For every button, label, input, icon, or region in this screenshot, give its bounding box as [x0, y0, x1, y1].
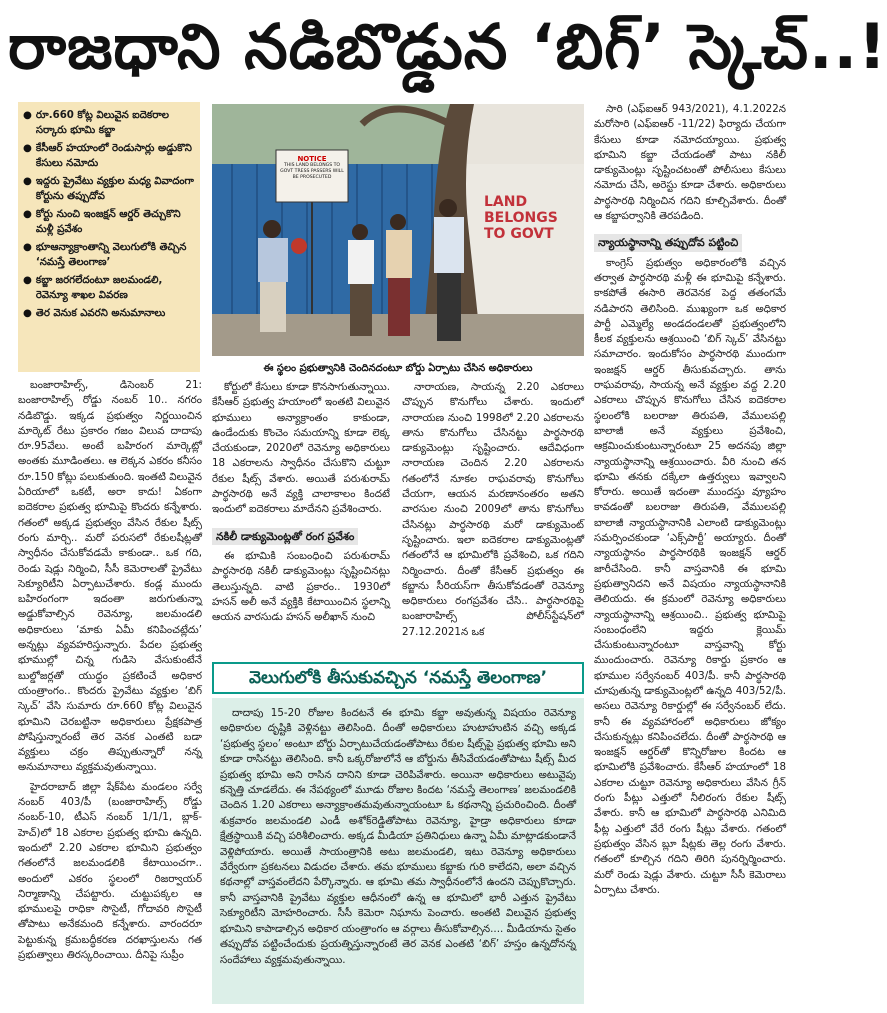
paragraph: కాంగ్రెస్‌ ప్రభుత్వం అధికారంలోకి వచ్చిన తర్వాత పార్థసారథి మళ్లీ ఈ భూమిపై కన్నేశారు. కాకపోతే ఈసారి తెరవెనక పెద్ద తతంగమే నడిపారని తెలిసింది. ముఖ్యంగా ఒక అధికార పార్టీ ఎమ్మెల్యే అండదండలతో ప్రభుత్వంలోని కీలక వ్యక్తులను ఆశ్రయించి ‘బిగ్‌ స్కెచ్‌’ వేసినట్టు సమాచారం. ఇందుకోసం పార్థసారథి ముందుగా ఇంజక్షన్‌ ఆర్డర్‌ తీసుకువచ్చారు. తాను రాఘవరావు, సాయన్న అనే వ్యక్తుల వద్ద 2.20 ఎకరాలు చొప్పున కొనుగోలు చేసిన ఐదెకరాల స్థలంలోకి బలరాజు తిరుపతి, వేములపల్లి బాలాజీ అనే వ్యక్తులు ప్రవేశించి, ఆక్రమించుకుంటున్నారంటూ 25 అదనపు జిల్లా న్యాయస్థానాన్ని ఆశ్రయించారు. వీరి నుంచి తన భూమి తనకు దక్కేలా ఉత్తర్వులు ఇవ్వాలని కోరారు. అయితే ఇదంతా ముందస్తు వ్యూహం కావడంతో బలరాజు తిరుపతి, వేములపల్లి బాలాజీ న్యాయస్థానానికి ఎలాంటి డాక్యుమెంట్లు సమర్పించకుండా ‘ఎక్స్‌పార్టీ’ అయ్యారు. దీంతో న్యాయస్థానం పార్థసారథికి ఇంజక్షన్‌ ఆర్డర్‌ జారీచేసింది. కానీ వాస్తవానికి ఈ భూమి ప్రభుత్వానిదని అనే విషయం న్యాయస్థానానికి తెలియదు. ఈ క్రమంలో రెవెన్యూ అధికారులు న్యాయస్థానాన్ని ఆశ్రయించి.. ప్రభుత్వ భూమిపై సంబంధంలేని ఇద్దరు క్లెయిమ్‌ చేసుకుంటున్నారంటూ వాస్తవాన్ని కోర్టు ముందుంచారు. రెవెన్యూ రికార్డు ప్రకారం ఆ భూముల సర్వేనంబర్‌ 403/పీ. కానీ పార్థసారథి చూపుతున్న డాక్యుమెంట్లలో ఉన్నది 403/52/పీ. అసలు రెవెన్యూ రికార్డుల్లో ఈ సర్వేనంబర్‌ లేదు. కానీ ఈ వ్యవహారంలో అధికారులు జోక్యం చేసుకున్నట్లు కనిపించలేదు. దీంతో పార్థసారథి ఆ ఇంజక్షన్‌ ఆర్డర్‌తో కొన్నిరోజుల కిందట ఆ భూమిలోకి ప్రవేశించారు. కేసీఆర్‌ హయాంలో 18 ఎకరాల చుట్టూ రెవెన్యూ అధికారులు వేసిన గ్రీన్‌ రంగు పీట్లు ఎత్తులో నీలిరంగు రేకుల షీట్స్‌ వేశారు. కానీ ఆ భూమిలో పార్థసారథి ఎనిమిది ఫీట్ల ఎత్తులో వేరే రంగు షీట్లు వేశారు. గతంలో ప్రభుత్వం వేసిన బ్లూ షీట్లకు తెల్ల రంగు వేశారు. గతంలో కూల్చిన గదిని తిరిగి పునర్నిర్మించారు. మరో రెండు షెడ్లు వేశారు. చుట్టూ సీసీ కెమెరాలు ఏర్పాటు చేశారు.: [594, 256, 786, 896]
article-column-1: [18, 378, 202, 1008]
highlight-item: ● తెర వెనుక ఎవరని అనుమానాలు: [23, 308, 166, 319]
highlight-item: ● రూ.660 కోట్ల విలువైన ఐదెకరాల సర్కారు భూమి కబ్జా: [23, 110, 169, 136]
bullet-icon: ●: [23, 275, 32, 286]
notice-text: THIS LAND BELONGS TO GOVT TRESS PASSERS WILL BE PROSECUTED: [280, 163, 344, 180]
boxed-story-body: [212, 698, 584, 1004]
bullet-icon: ●: [23, 176, 32, 187]
subheading: నకిలీ డాక్యుమెంట్లతో రంగ ప్రవేశం: [212, 528, 358, 545]
paragraph: సారి (ఎఫ్‌ఐఆర్‌ 943/2021), 4.1.2022న మరోసారి (ఎఫ్‌ఐఆర్‌ -11/22) ఫిర్యాదు చేయగా కేసులు కూడా నమోదయ్యాయి. ప్రభుత్వ భూమిని కబ్జా చేయడంతో పాటు నకిలీ డాక్యుమెంట్లు సృష్టించటంతో పోలీసులు కేసులు నమోదు చేసి, అరెస్టు కూడా చేశారు. అధికారులు పార్థసారథి నిర్మించిన గదిని కూల్చివేశారు. దీంతో ఆ కబ్జాపర్వానికి తెరపడింది.: [594, 103, 786, 223]
highlight-item: ● కోర్టు నుంచి ఇంజక్షన్ ఆర్డర్ తెచ్చుకొని మళ్లీ ప్రవేశం: [23, 209, 181, 235]
bullet-icon: ●: [23, 242, 32, 253]
bullet-icon: ●: [23, 209, 32, 220]
bullet-icon: ●: [23, 308, 32, 319]
bullet-icon: ●: [23, 110, 32, 121]
article-column-3: [402, 380, 584, 658]
paragraph: కోర్టులో కేసులు కూడా కొనసాగుతున్నాయి. కేసీఆర్‌ ప్రభుత్వ హయాంలో ఇంతటి విలువైన భూములు అన్యాక్రాంతం కాకుండా, ఉండేందుకు కొంచెం సమయాన్ని కూడా లెక్క చేయకుండా, 2020లో రెవెన్యూ అధికారులు 18 ఎకరాలను స్వాధీనం చేసుకొని చుట్టూ రేకుల షీట్స్‌ వేశారు. అయితే పరుశురామ్‌ పార్థసారథి అనే వ్యక్తి చాలాకాలం కిందటే ఇందులో ఐదెకరాలు మాదేనని ప్రవేశించారు.: [212, 381, 390, 516]
photo-caption: ఈ స్థలం ప్రభుత్వానికి చెందినదంటూ బోర్డు ఏర్పాటు చేసిన అధికారులు: [263, 363, 533, 374]
paragraph: ఈ భూమికి సంబంధించి పరుశురామ్‌ పార్థసారథి నకిలీ డాక్యుమెంట్లు సృష్టించినట్లు తెలుస్తున్నది. వాటి ప్రకారం.. 1930లో హసన్‌ అలీ అనే వ్యక్తికి కేటాయించిన స్థలాన్ని ఆయన వారసుడు హసన్‌ అలీఖాన్‌ నుంచి: [212, 549, 390, 624]
photo-illustration: [212, 104, 584, 356]
bullet-icon: ●: [23, 143, 32, 154]
paragraph: హైదరాబాద్‌ జిల్లా షేక్‌పేట మండలం సర్వే నంబర్‌ 403/పీ (బంజారాహిల్స్‌ రోడ్డు నంబర్‌-10, టీఎస్‌ నంబర్‌ 1/1/1, బ్లాక్‌-హెచ్‌)లో 18 ఎకరాల ప్రభుత్వ భూమి ఉన్నది. ఇందులో 2.20 ఎకరాల భూమిని ప్రభుత్వం గతంలోనే జలమండలికి కేటాయించగా.. అందులో ఎకరం స్థలంలో రిజర్వాయర్‌ నిర్మాణాన్ని చేపట్టారు. చుట్టుపక్కల ఆ భూములపై రాధికా సొసైటీ, గోదావరి సొసైటీ తోపాటు అనేకమంది కన్నేశారు. వారందరూ పెట్టుకున్న క్రమబద్ధీకరణ దరఖాస్తులను గత ప్రభుత్వాలు తిరస్కరించాయి. దీనిపై సుప్రీం: [18, 780, 202, 961]
article-column-2: [212, 380, 390, 658]
subheading: న్యాయస్థానాన్ని తప్పుదోవ పట్టించి: [594, 234, 742, 251]
highlight-item: ● భూఆన్యాక్రాంతాన్ని వెలుగులోకి తెచ్చిన ‘నమస్తే తెలంగాణ’: [23, 242, 187, 268]
paragraph: నారాయణ, సాయన్న 2.20 ఎకరాలు చొప్పున కొనుగోలు చేశారు. ఇందులో నారాయణ నుంచి 1998లో 2.20 ఎకరాలను తాను కొనుగోలు చేసినట్టు పార్థసారథి డాక్యుమెంట్లు సృష్టించారు. ఆదేవిధంగా నారాయణ చెందిన 2.20 ఎకరాలను గతంలోనే నూకల రాఘవరావు కొనుగోలు చేయగా, ఆయన మరణానంతరం అతని వారసుల నుంచి 2009లో తాను కొనుగోలు చేసినట్లు పార్థసారథి మరో డాక్యుమెంట్‌ సృష్టించారు. ఇలా ఐదెకరాల డాక్యుమెంట్లతో గతంలోనే ఆ భూమిలోకి ప్రవేశించి, ఒక గదిని నిర్మించారు. దీంతో కేసీఆర్‌ ప్రభుత్వం ఈ కబ్జాను సీరియస్‌గా తీసుకోవడంతో రెవెన్యూ అధికారులు రంగప్రవేశం చేసి.. పార్థసారథిపై బంజారాహిల్స్‌ పోలీస్‌స్టేషన్‌లో 27.12.2021న ఒక: [402, 381, 584, 638]
highlight-item: ● కబ్జా జరగలేదంటూ జలమండలి, రెవెన్యూ శాఖల వివరణ: [23, 275, 163, 301]
paragraph: దాదాపు 15-20 రోజుల కిందటనే ఈ భూమి కబ్జా అవుతున్న విషయం రెవెన్యూ అధికారుల దృష్టికి వెళ్లినట్టు తెలిసింది. దీంతో అధికారులు హుటాహుటిన వచ్చి అక్కడ ‘ప్రభుత్వ స్థలం’ అంటూ బోర్డు ఏర్పాటుచేయడంతోపాటు రేకుల షీట్స్‌పై ప్రభుత్వ భూమి అని కూడా రాసినట్టు తెలిసింది. కానీ ఒక్కరోజులోనే ఆ బోర్డును తీసివేయడంతోపాటు షీట్స్‌ మీద ప్రభుత్వ భూమి అని రాసిన దానిని కూడా చెరిపివేశారు. అయినా అధికారులు అటువైపు కన్నెత్తి చూడలేదు. ఈ నేపథ్యంలో మూడు రోజుల కిందట ‘నమస్తే తెలంగాణ’ జలమండలికి చెందిన 1.20 ఎకరాలు అన్యాక్రాంతమవుతున్నాయంటూ ఓ కథనాన్ని ప్రచురించింది. దీంతో శుక్రవారం జలమండలి ఎండీ అశోక్‌రెడ్డితోపాటు రెవెన్యూ, హైడ్రా అధికారులు కూడా క్షేత్రస్థాయికి వచ్చి పరిశీలించారు. అక్కడ మీడియా ప్రతినిధులు ఉన్నా ఏమీ మాట్లాడకుండానే వెళ్లిపోయారు. అయితే సాయంత్రానికి అటు జలమండలి, ఇటు రెవెన్యూ అధికారులు వేర్వేరుగా ప్రకటనలు విడుదల చేశారు. తమ భూములు కబ్జాకు గురి కాలేదని, అలా వచ్చిన కథనాల్లో వాస్తవంలేదని పేర్కొన్నారు. ఆ భూమి తమ స్వాధీనంలోనే ఉందని చెప్పుకొచ్చారు. కానీ వాస్తవానికి ప్రైవేటు వ్యక్తుల ఆధీనంలో ఉన్న ఆ భూమిలో భారీ ఎత్తున ప్రైవేటు సెక్యూరిటీని మోహరించారు. సీసీ కెమెరా నిఘాను పెంచారు. అంతటి విలువైన ప్రభుత్వ భూమిని కాపాడాల్సిన అధికార యంత్రాంగం ఆ వర్గాలు తీసుకోవాల్సిన.... మీడియాను సైతం తప్పుదోవ పట్టించేందుకు ప్రయత్నిస్తున్నారంటే తెర వెనక ఎంతటి ‘బిగ్‌’ హస్తం ఉన్నదోనన్న సందేహాలు వ్యక్తమవుతున్నాయి.: [220, 707, 576, 966]
highlight-item: ● ఇద్దరు ప్రైవేటు వ్యక్తుల మధ్య వివాదంగా కోర్టును తప్పుదోవ: [23, 176, 194, 202]
headline: రాజధాని నడిబొడ్డున ‘బిగ్’ స్కెచ్..!: [8, 10, 887, 83]
paragraph: బంజారాహిల్స్‌, డిసెంబర్‌ 21: బంజారాహిల్స్‌ రోడ్డు నంబర్‌ 10.. నగరం నడిబొడ్డు. ఇక్కడ ప్రభుత్వం నిర్ణయించిన మార్కెట్‌ రేటు ప్రకారం గజం విలువ దాదాపు రూ.95వేలు. అంటే బహిరంగ మార్కెట్లో అంతకు మూడింతలు. ఆ లెక్కన ఎకరం కనీసం రూ.150 కోట్లు పలుకుతుంది. ఇంతటి విలువైన ఏరియాలో ఒకటీ, అరా కాదు! ఏకంగా ఐదెకరాల ప్రభుత్వ భూమిపై కొందరు కన్నేశారు. గతంలో అక్కడ ప్రభుత్వం వేసిన రేకుల షీట్స్‌ రంగు మార్చి.. మరో పరుసలో రేకులషీట్లతో స్వాధీనం చేసుకోవడమే కాకుండా.. ఒక గది, రెండు షెడ్లు నిర్మించి, సీసీ కెమెరాలతో ప్రైవేటు సెక్యూరిటీని ఏర్పాటుచేశారు. కండ్ల ముందు బహిరంగంగా ఇదంతా జరుగుతున్నా అడ్డుకోవాల్సిన రెవెన్యూ, జలమండలి అధికారులు ‘మాకు ఏమీ కనిపించట్లేదు’ అన్నట్లు వ్యవహరిస్తున్నారు. పేదల ప్రభుత్వ భూముల్లో చిన్న గుడిసె వేసుకుంటేనే బుల్డోజర్లతో యుద్ధం ప్రకటించే అధికార యంత్రాంగం.. కొందరు ప్రైవేటు వ్యక్తుల ‘బిగ్‌ స్కెచ్‌’ వేసి సుమారు రూ.660 కోట్ల విలువైన భూమిని చెరబట్టినా అధికారులు ప్రేక్షకపాత్ర పోషిస్తున్నారంటే తెర వెనక ఎంతటి బడా వ్యక్తులు చక్రం తిప్పుతున్నారో నన్న అనుమానాలు వ్యక్తమవుతున్నాయి.: [18, 379, 202, 774]
boxed-story-title: వెలుగులోకి తీసుకువచ్చిన ‘నమస్తే తెలంగాణ’: [212, 662, 584, 694]
article-column-4: [594, 102, 786, 1008]
notice-title: NOTICE: [297, 155, 327, 163]
news-photo: [212, 104, 584, 356]
wall-graffiti: LAND BELONGS TO GOVT: [484, 194, 558, 242]
highlights-box: [18, 102, 200, 372]
highlight-item: ● కేసీఆర్ హయాంలో రెండుసార్లు అడ్డుకొని కేసులు నమోదు: [23, 143, 192, 169]
